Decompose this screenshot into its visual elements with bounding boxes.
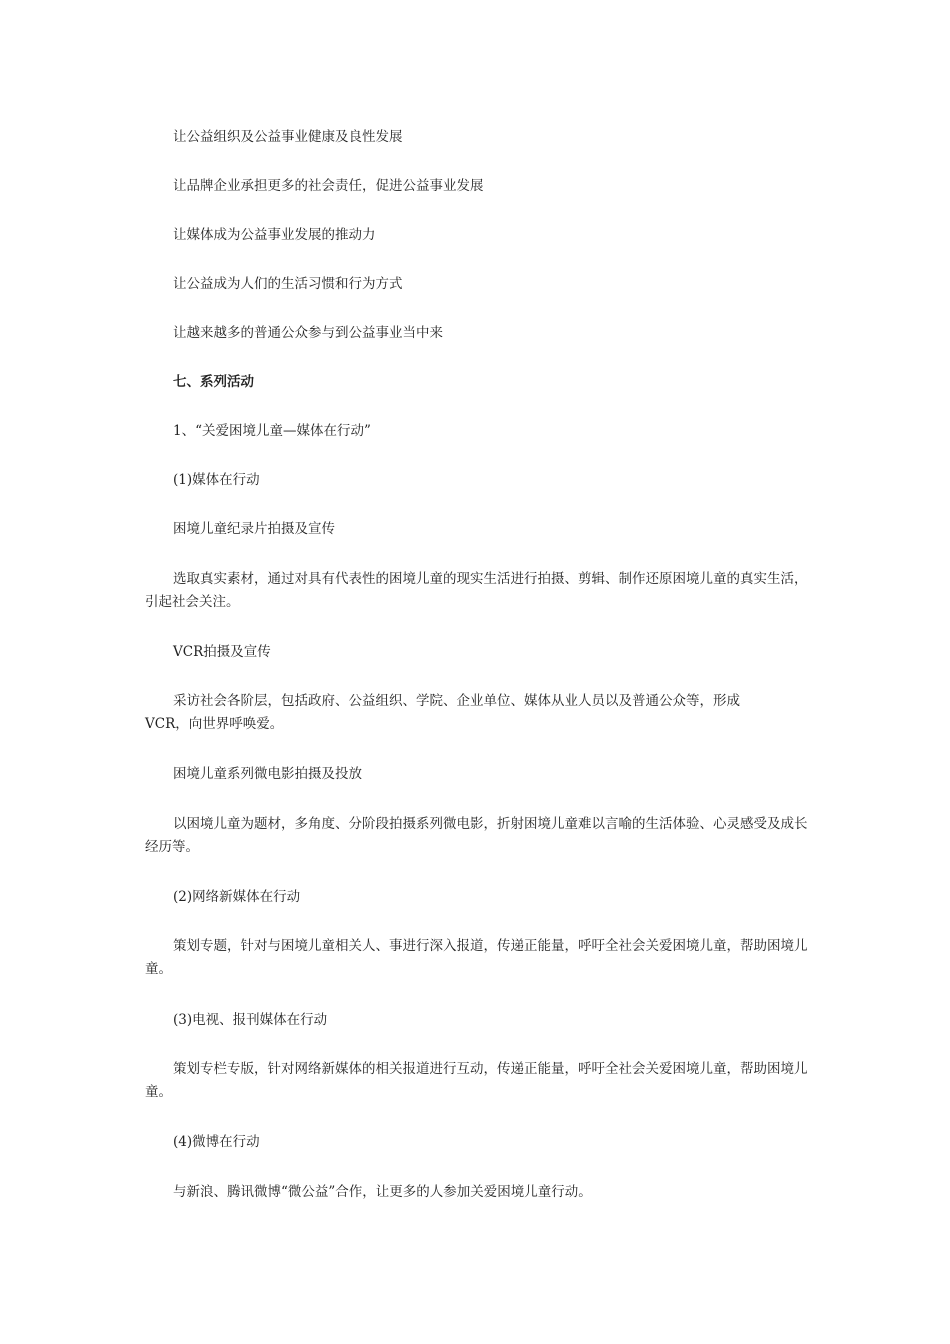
subsection-heading-3: (3)电视、报刊媒体在行动 bbox=[173, 1012, 328, 1028]
section-heading: 七、系列活动 bbox=[173, 374, 254, 390]
item-heading-microfilm: 困境儿童系列微电影拍摄及投放 bbox=[173, 766, 362, 782]
body-paragraph-weibo: 与新浪、腾讯微博“微公益”合作，让更多的人参加关爱困境儿童行动。 bbox=[173, 1184, 592, 1200]
goal-line-1: 让公益组织及公益事业健康及良性发展 bbox=[173, 129, 403, 145]
activity-title: 1、“关爱困境儿童—媒体在行动” bbox=[173, 423, 371, 439]
body-paragraph-vcr-line-2: VCR，向世界呼唤爱。 bbox=[145, 716, 284, 732]
item-heading-vcr: VCR拍摄及宣传 bbox=[173, 644, 271, 660]
goal-line-2: 让品牌企业承担更多的社会责任，促进公益事业发展 bbox=[173, 178, 484, 194]
item-heading-documentary: 困境儿童纪录片拍摄及宣传 bbox=[173, 521, 335, 537]
goal-line-3: 让媒体成为公益事业发展的推动力 bbox=[173, 227, 376, 243]
body-paragraph-new-media: 策划专题，针对与困境儿童相关人、事进行深入报道，传递正能量，呼吁全社会关爱困境儿童，帮助困境儿童。 bbox=[145, 938, 808, 977]
goal-line-5: 让越来越多的普通公众参与到公益事业当中来 bbox=[173, 325, 443, 341]
body-paragraph-documentary: 选取真实素材，通过对具有代表性的困境儿童的现实生活进行拍摄、剪辑、制作还原困境儿童的真实生活，引起社会关注。 bbox=[145, 571, 808, 610]
body-paragraph-tv-print: 策划专栏专版，针对网络新媒体的相关报道进行互动，传递正能量，呼吁全社会关爱困境儿童，帮助困境儿童。 bbox=[145, 1061, 808, 1100]
goal-line-4: 让公益成为人们的生活习惯和行为方式 bbox=[173, 276, 403, 292]
body-paragraph-vcr-line-1: 采访社会各阶层，包括政府、公益组织、学院、企业单位、媒体从业人员以及普通公众等，形成 bbox=[173, 693, 740, 709]
subsection-heading-4: (4)微博在行动 bbox=[173, 1134, 260, 1150]
subsection-heading-1: (1)媒体在行动 bbox=[173, 472, 260, 488]
subsection-heading-2: (2)网络新媒体在行动 bbox=[173, 889, 301, 905]
body-paragraph-microfilm: 以困境儿童为题材，多角度、分阶段拍摄系列微电影，折射困境儿童难以言喻的生活体验、心灵感受及成长经历等。 bbox=[145, 816, 808, 855]
